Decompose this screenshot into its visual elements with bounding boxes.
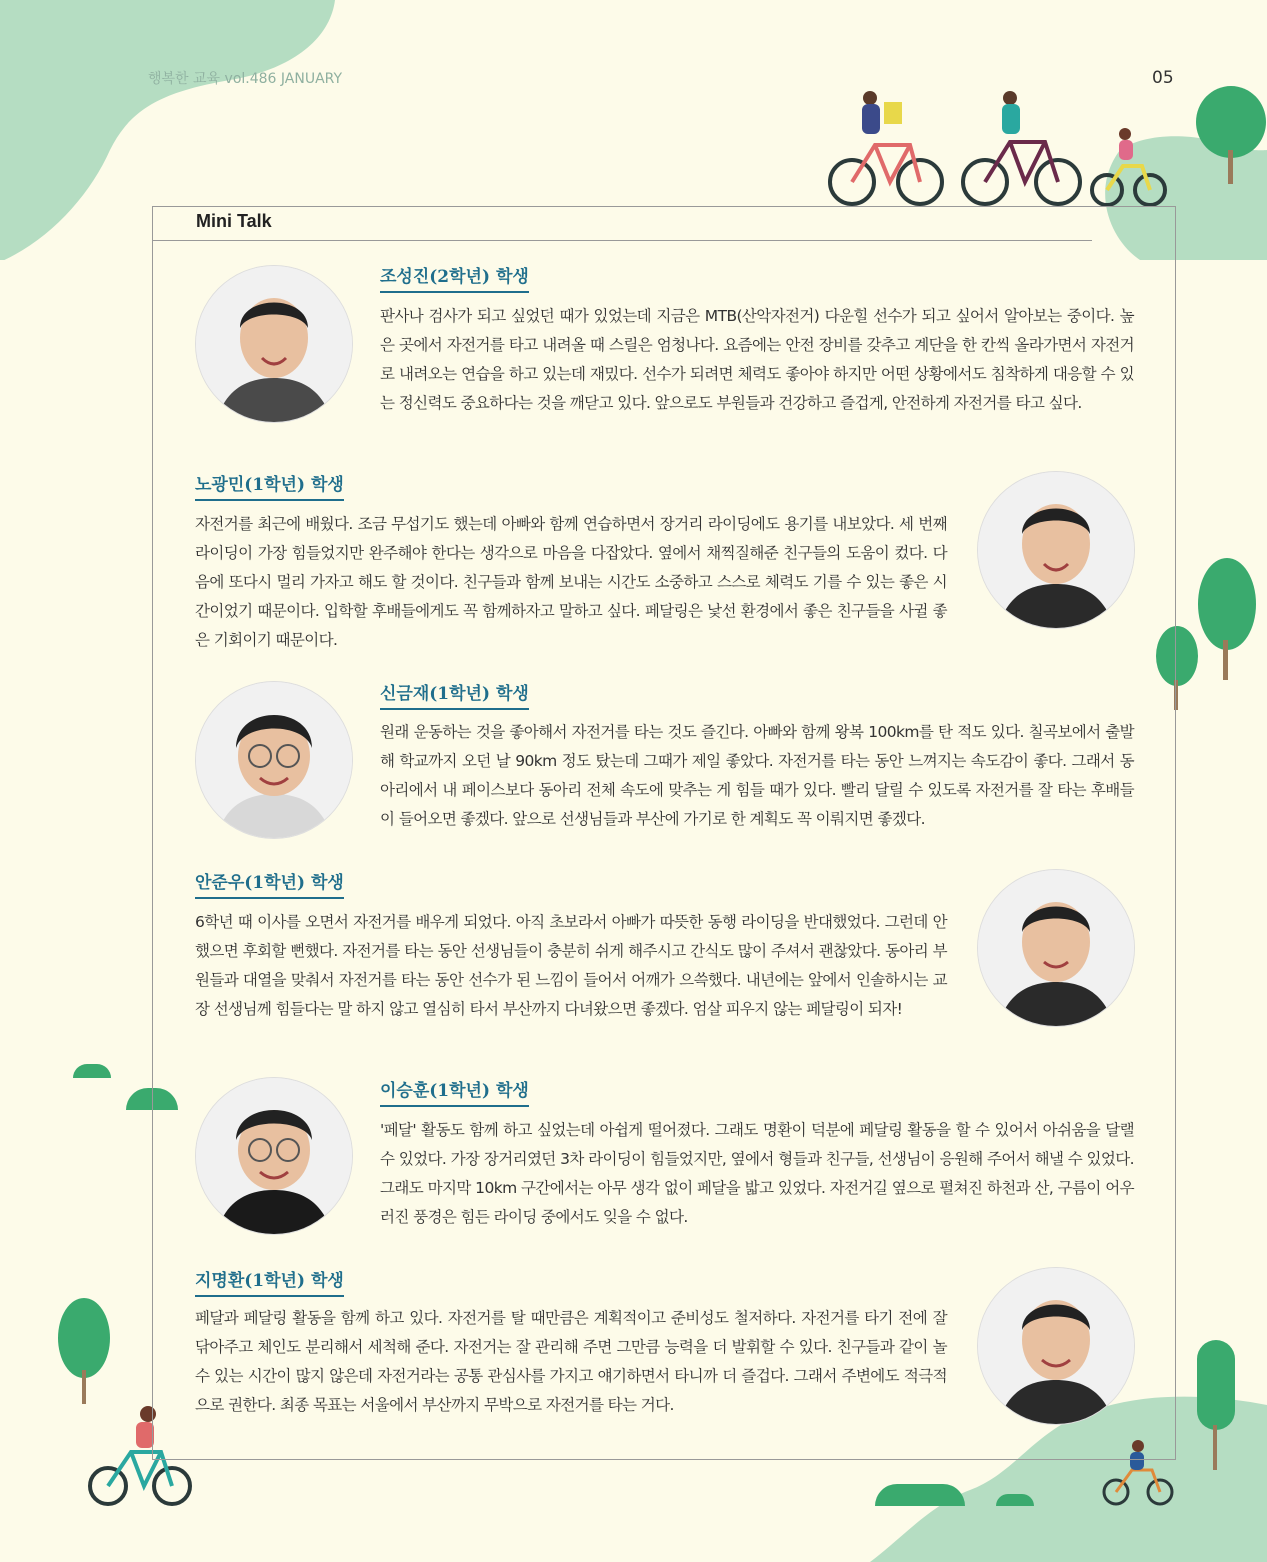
student-photo (978, 1268, 1134, 1424)
student-comment: 자전거를 최근에 배웠다. 조금 무섭기도 했는데 아빠와 함께 연습하면서 장거리 라이딩에도 용기를 내보았다. 세 번째 라이딩이 가장 힘들었지만 완주해야 한다는 생각으로 마음을 다잡았다. 옆에서 채찍질해준 친구들의 도움이 컸다. 다음에 또다시 멀리 가자고 해도 할 것이다. 친구들과 함께 보내는 시간도 소중하고 스스로 체력도 기를 수 있는 좋은 시간이었기 때문이다. 입학할 후배들에게도 꼭 함께하자고 말하고 싶다. 페달링은 낯선 환경에서 좋은 친구들을 사귈 좋은 기회이기 때문이다. (195, 515, 947, 649)
tree-right-mid (1198, 558, 1256, 650)
student-name: 신금재(1학년) 학생 (380, 679, 529, 710)
cyclists-illustration-top (820, 90, 1170, 208)
student-name: 지명환(1학년) 학생 (195, 1266, 344, 1297)
student-comment: 페달과 페달링 활동을 함께 하고 있다. 자전거를 탈 때만큼은 계획적이고 준비성도 철저하다. 자전거를 타기 전에 잘 닦아주고 체인도 분리해서 세척해 준다. 자전거는 잘 관리해 주면 그만큼 능력을 더 발휘할 수 있다. 친구들과 같이 놀 수 있는 시간이 많지 않은데 자전거라는 공통 관심사를 가지고 얘기하면서 타니까 더 즐겁다. 그래서 주변에도 적극적으로 권한다. 최종 목표는 서울에서 부산까지 무박으로 자전거를 타는 거다. (195, 1309, 947, 1414)
tree-trunk (1228, 150, 1233, 184)
student-name: 안준우(1학년) 학생 (195, 868, 344, 899)
page-number: 05 (1152, 68, 1174, 88)
magazine-name: 행복한 교육 (148, 71, 221, 87)
tree-left-bottom (58, 1298, 110, 1378)
student-photo (196, 1078, 352, 1234)
title-divider (152, 240, 1092, 241)
student-name: 조성진(2학년) 학생 (380, 262, 529, 293)
tree-trunk (1213, 1425, 1217, 1470)
tree-trunk (1223, 640, 1228, 680)
student-name: 노광민(1학년) 학생 (195, 470, 344, 501)
bush-left (73, 1064, 111, 1078)
bush-bottom (996, 1494, 1034, 1506)
issue-label: vol.486 JANUARY (224, 71, 343, 87)
tree-right-top (1196, 86, 1266, 158)
student-comment: 판사나 검사가 되고 싶었던 때가 있었는데 지금은 MTB(산악자전거) 다운힐 선수가 되고 싶어서 알아보는 중이다. 높은 곳에서 자전거를 타고 내려올 때 스릴은 엄청나다. 요즘에는 안전 장비를 갖추고 계단을 한 칸씩 올라가면서 자전거로 내려오는 연습을 하고 있는데 재밌다. 선수가 되려면 체력도 좋아야 하지만 어떤 상황에서도 침착하게 대응할 수 있는 정신력도 중요하다는 것을 깨닫고 있다. 앞으로도 부원들과 건강하고 즐겁게, 안전하게 자전거를 타고 싶다. (380, 307, 1134, 412)
student-comment: '페달' 활동도 함께 하고 싶었는데 아쉽게 떨어졌다. 그래도 명환이 덕분에 페달링 활동을 할 수 있어서 아쉬움을 달랠 수 있었다. 가장 장거리였던 3차 라이딩이 힘들었지만, 옆에서 형들과 친구들, 선생님이 응원해 주어서 해낼 수 있었다. 그래도 마지막 10km 구간에서는 아무 생각 없이 페달을 밟고 있었다. 자전거길 옆으로 펼쳐진 하천과 산, 구름이 어우러진 풍경은 힘든 라이딩 중에서도 잊을 수 없다. (380, 1121, 1134, 1226)
student-photo (196, 682, 352, 838)
student-photo (978, 472, 1134, 628)
tree-right-bottom (1197, 1340, 1235, 1430)
student-photo (196, 266, 352, 422)
section-title: Mini Talk (196, 211, 272, 231)
magazine-header (148, 68, 342, 88)
tree-trunk (82, 1370, 86, 1404)
student-comment: 원래 운동하는 것을 좋아해서 자전거를 타는 것도 즐긴다. 아빠와 함께 왕복 100km를 탄 적도 있다. 칠곡보에서 출발해 학교까지 오던 날 90km 정도 탔는데 그때가 제일 좋았다. 자전거를 타는 동안 느껴지는 속도감이 좋다. 그래서 동아리에서 내 페이스보다 동아리 전체 속도에 맞추는 게 힘들 때가 있다. 빨리 달릴 수 있도록 자전거를 잘 타는 후배들이 들어오면 좋겠다. 앞으로 선생님들과 부산에 가기로 한 계획도 꼭 이뤄지면 좋겠다. (380, 723, 1134, 828)
student-photo (978, 870, 1134, 1026)
student-name: 이승훈(1학년) 학생 (380, 1076, 529, 1107)
student-comment: 6학년 때 이사를 오면서 자전거를 배우게 되었다. 아직 초보라서 아빠가 따뜻한 동행 라이딩을 반대했었다. 그런데 안 했으면 후회할 뻔했다. 자전거를 타는 동안 선생님들이 충분히 쉬게 해주시고 간식도 많이 주셔서 괜찮았다. 동아리 부원들과 대열을 맞춰서 자전거를 타는 동안 선수가 된 느낌이 들어서 어깨가 으쓱했다. 내년에는 앞에서 인솔하시는 교장 선생님께 힘들다는 말 하지 않고 열심히 타서 부산까지 다녀왔으면 좋겠다. 엄살 피우지 않는 페달링이 되자! (195, 913, 947, 1018)
bush-bottom (875, 1484, 965, 1506)
